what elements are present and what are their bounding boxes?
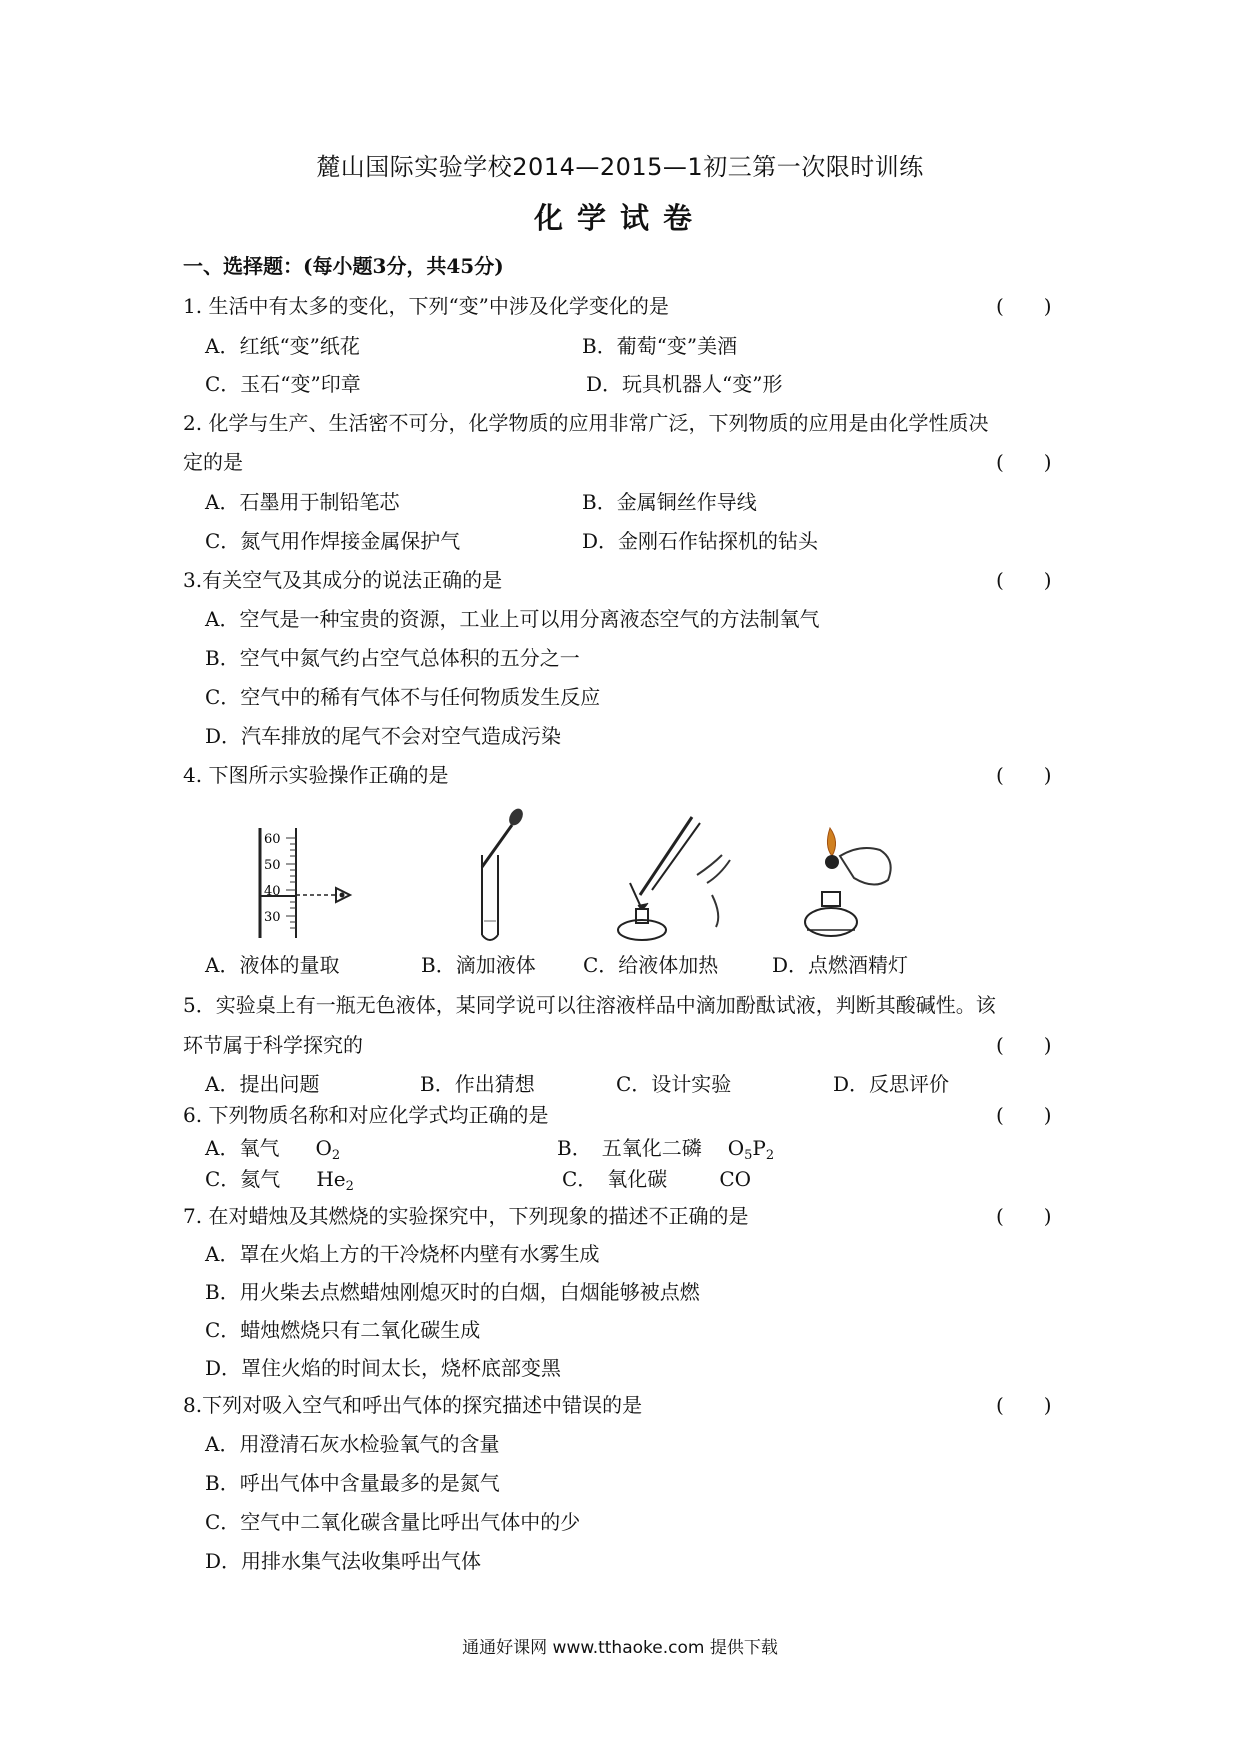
- dropper-bulb: [506, 806, 525, 828]
- lamp-neck: [822, 892, 840, 906]
- question-4-option-c: C．给液体加热: [583, 953, 719, 977]
- option-b-subscript-o: 5: [744, 1148, 753, 1163]
- question-6-option-d: [562, 1163, 751, 1192]
- answer-blank-6: ( ): [996, 1103, 1052, 1127]
- lamp-wick: [825, 855, 839, 869]
- question-1-stem: 1. 生活中有太多的变化，下列“变”中涉及化学变化的是: [183, 294, 669, 318]
- question-7-stem: 7. 在对蜡烛及其燃烧的实验探究中，下列现象的描述不正确的是: [183, 1204, 749, 1228]
- question-5-option-a: A．提出问题: [205, 1072, 320, 1096]
- question-4-option-d: D．点燃酒精灯: [772, 953, 909, 977]
- question-6-stem: 6. 下列物质名称和对应化学式均正确的是: [183, 1103, 549, 1127]
- cylinder-mark-60: 60: [264, 832, 281, 847]
- school-title: 麓山国际实验学校2014—2015—1初三第一次限时训练: [316, 153, 924, 181]
- cylinder-mark-40: 40: [264, 884, 281, 899]
- question-3-option-a: A．空气是一种宝贵的资源，工业上可以用分离液态空气的方法制氧气: [205, 607, 820, 631]
- question-8-option-b: B．呼出气体中含量最多的是氮气: [205, 1471, 500, 1495]
- question-7-option-a: A．罩在火焰上方的干冷烧杯内壁有水雾生成: [205, 1242, 600, 1266]
- question-3-stem: 3.有关空气及其成分的说法正确的是: [183, 568, 503, 592]
- question-3-option-b: B．空气中氮气约占空气总体积的五分之一: [205, 646, 580, 670]
- question-8-stem: 8.下列对吸入空气和呼出气体的探究描述中错误的是: [183, 1393, 643, 1417]
- answer-blank-8: ( ): [996, 1393, 1052, 1417]
- option-b-subscript-p: 2: [765, 1148, 775, 1163]
- option-d-label: C． 氧化碳: [562, 1167, 668, 1191]
- tilted-test-tube: [630, 883, 640, 905]
- question-5-stem-cont: 环节属于科学探究的: [183, 1033, 363, 1057]
- graduated-cylinder-figure: [250, 820, 370, 945]
- option-a-label: A．氧气: [205, 1136, 280, 1160]
- question-6-option-c: [205, 1163, 354, 1192]
- question-8-option-c: C．空气中二氧化碳含量比呼出气体中的少: [205, 1510, 581, 1534]
- option-d-formula: CO: [719, 1167, 752, 1191]
- question-5-option-b: B．作出猜想: [420, 1072, 535, 1096]
- question-1-option-a: A．红纸“变”纸花: [205, 334, 360, 358]
- flame-icon: [827, 828, 835, 856]
- option-c-label: C．氦气: [205, 1167, 281, 1191]
- hand-outline: [697, 855, 730, 883]
- question-8-option-d: D．用排水集气法收集呼出气体: [205, 1549, 482, 1573]
- question-2-option-d: D．金刚石作钻探机的钻头: [582, 529, 819, 553]
- answer-blank-3: ( ): [996, 568, 1052, 592]
- question-7-option-c: C．蜡烛燃烧只有二氧化碳生成: [205, 1318, 481, 1342]
- heating-figure: [612, 805, 737, 945]
- question-2-option-a: A．石墨用于制铅笔芯: [205, 490, 400, 514]
- option-b-formula-p: P: [752, 1136, 766, 1160]
- option-b-formula-o: O: [727, 1136, 745, 1160]
- question-5-stem: 5．实验桌上有一瓶无色液体，某同学说可以往溶液样品中滴加酚酞试液，判断其酸碱性。该: [183, 993, 996, 1017]
- test-tube-holder: [640, 817, 692, 895]
- cylinder-mark-50: 50: [264, 858, 281, 873]
- question-7-option-d: D．罩住火焰的时间太长，烧杯底部变黑: [205, 1356, 562, 1380]
- question-1-option-b: B．葡萄“变”美酒: [582, 334, 738, 358]
- answer-blank-1: ( ): [996, 294, 1052, 318]
- option-b-label: B． 五氧化二磷: [557, 1136, 702, 1160]
- question-6-option-a: [205, 1132, 340, 1161]
- question-1-option-c: C．玉石“变”印章: [205, 372, 361, 396]
- question-4-option-b: B．滴加液体: [421, 953, 536, 977]
- answer-blank-7: ( ): [996, 1204, 1052, 1228]
- question-4-option-a: A．液体的量取: [205, 953, 340, 977]
- section-heading: 一、选择题：(每小题3分，共45分): [183, 254, 504, 278]
- question-2-option-b: B．金属铜丝作导线: [582, 490, 757, 514]
- question-5-option-d: D．反思评价: [833, 1072, 950, 1096]
- lighting-lamp-figure: [800, 820, 920, 945]
- question-6-option-b: [557, 1132, 774, 1161]
- question-7-option-b: B．用火柴去点燃蜡烛刚熄灭时的白烟，白烟能够被点燃: [205, 1280, 700, 1304]
- dropper-figure: [460, 805, 550, 945]
- answer-blank-2: ( ): [996, 450, 1052, 474]
- question-5-option-c: C．设计实验: [616, 1072, 732, 1096]
- question-2-stem: 2. 化学与生产、生活密不可分，化学物质的应用非常广泛，下列物质的应用是由化学性质决: [183, 411, 989, 435]
- option-c-subscript: 2: [345, 1179, 354, 1194]
- footer-credit: 通通好课网 www.tthaoke.com 提供下载: [462, 1638, 778, 1658]
- tilted-lamp: [840, 848, 891, 885]
- question-3-option-d: D．汽车排放的尾气不会对空气造成污染: [205, 724, 562, 748]
- option-c-formula: He: [316, 1167, 346, 1191]
- question-8-option-a: A．用澄清石灰水检验氧气的含量: [205, 1432, 500, 1456]
- option-a-formula: O: [315, 1136, 332, 1160]
- question-4-stem: 4. 下图所示实验操作正确的是: [183, 763, 449, 787]
- cylinder-mark-30: 30: [264, 910, 281, 925]
- question-2-stem-cont: 定的是: [183, 450, 243, 474]
- alcohol-lamp-base: [805, 908, 857, 936]
- question-3-option-c: C．空气中的稀有气体不与任何物质发生反应: [205, 685, 601, 709]
- answer-blank-5: ( ): [996, 1033, 1052, 1057]
- question-1-option-d: D．玩具机器人“变”形: [586, 372, 783, 396]
- subject-title: 化学试卷: [533, 201, 706, 235]
- option-a-subscript: 2: [331, 1148, 341, 1163]
- answer-blank-4: ( ): [996, 763, 1052, 787]
- question-2-option-c: C．氮气用作焊接金属保护气: [205, 529, 461, 553]
- cylinder-ticks: [286, 838, 296, 928]
